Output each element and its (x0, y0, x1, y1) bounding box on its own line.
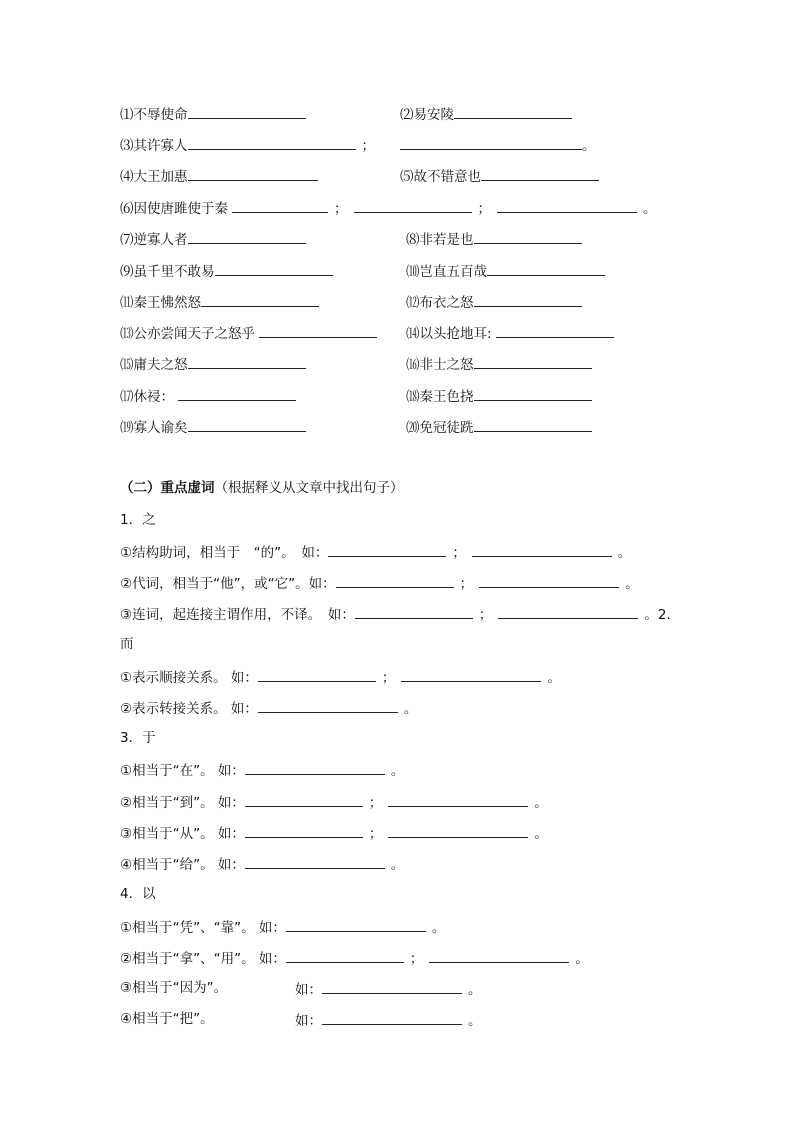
function-item (120, 792, 554, 810)
word-item (120, 198, 663, 216)
section-heading (120, 479, 404, 497)
item-number: ⒃ (406, 357, 420, 373)
item-text: 免冠徒跣 (419, 420, 474, 436)
item-number: ⑺ (120, 232, 134, 248)
word-item (120, 386, 296, 404)
function-item (120, 823, 554, 841)
function-item (120, 542, 637, 560)
answer-blank[interactable] (400, 135, 582, 150)
item-text: 易安陵 (413, 107, 454, 123)
answer-blank[interactable] (322, 979, 462, 994)
separator: ； (368, 826, 383, 842)
item-text: 秦王怫然怒 (133, 295, 201, 311)
item-text: ②相当于“到”。 如： (120, 795, 245, 811)
item-text: 布衣之怒 (419, 295, 474, 311)
end-mark: 。 (468, 982, 482, 998)
end-mark: 。 (625, 576, 639, 592)
item-number: ⒁ (406, 326, 420, 342)
item-text: ③相当于“从”。 如： (120, 826, 245, 842)
answer-blank[interactable] (472, 542, 612, 557)
function-item (120, 917, 451, 935)
end-mark: 。 (575, 951, 589, 967)
item-text: ③连词，起连接主谓作用，不译。 如： (120, 607, 355, 623)
item-text: ①结构助词，相当于 “的”。 如： (120, 545, 329, 561)
answer-blank[interactable] (496, 323, 614, 338)
function-item (120, 1010, 214, 1028)
separator: ； (381, 670, 396, 686)
answer-blank[interactable] (188, 229, 306, 244)
answer-blank[interactable] (498, 604, 638, 619)
item-number: ⑼ (120, 264, 134, 280)
item-text: 休祲： (133, 389, 174, 405)
item-number: ⑾ (120, 295, 134, 311)
separator: ； (478, 607, 493, 623)
word-item (400, 166, 599, 184)
answer-blank[interactable] (454, 104, 572, 119)
item-text: 公亦尝闻天子之怒乎 (133, 326, 255, 342)
end-mark: 。 (617, 545, 632, 561)
answer-blank[interactable] (474, 354, 592, 369)
function-item (120, 667, 567, 685)
word-item (120, 229, 306, 247)
word-item-continued (400, 135, 596, 153)
answer-blank[interactable] (401, 667, 541, 682)
answer-blank[interactable] (355, 604, 473, 619)
answer-blank[interactable] (245, 792, 363, 807)
answer-blank[interactable] (188, 354, 306, 369)
end-mark: 。 (547, 670, 561, 686)
function-item (120, 979, 227, 997)
answer-blank[interactable] (188, 166, 318, 181)
answer-blank[interactable] (245, 760, 385, 775)
answer-blank[interactable] (328, 542, 446, 557)
item-text: ①相当于“凭”、“靠”。 如： (120, 920, 286, 936)
item-number: ⒅ (406, 389, 420, 405)
answer-blank[interactable] (388, 792, 528, 807)
answer-blank[interactable] (215, 261, 333, 276)
item-text: 岂直五百哉 (419, 264, 487, 280)
item-text: 大王加惠 (133, 169, 188, 185)
answer-blank[interactable] (259, 323, 377, 338)
answer-blank[interactable] (481, 166, 599, 181)
answer-blank[interactable] (322, 1010, 462, 1025)
answer-blank[interactable] (258, 667, 376, 682)
answer-blank[interactable] (497, 198, 637, 213)
subsection-title: 4．以 (120, 886, 156, 902)
answer-blank[interactable] (474, 417, 592, 432)
item-text: 因使唐雎使于秦 (133, 201, 228, 217)
item-text: 庸夫之怒 (133, 357, 188, 373)
item-number: ⒂ (120, 357, 134, 373)
answer-blank[interactable] (232, 198, 328, 213)
answer-blank[interactable] (354, 198, 472, 213)
item-text: 以头抢地耳: (419, 326, 492, 342)
item-text: 非士之怒 (419, 357, 474, 373)
item-text: ②相当于“拿”、“用”。 如： (120, 951, 286, 967)
subsection-title: 1．之 (120, 512, 156, 528)
word-item (406, 354, 592, 372)
end-mark: 。 (643, 201, 657, 217)
end-mark: 。2． (644, 607, 680, 623)
item-text: ②代词，相当于“他”，或“它”。如： (120, 576, 336, 592)
item-number: ⑽ (406, 264, 420, 280)
item-number: ⑴ (120, 107, 134, 123)
end-mark: 。 (390, 857, 405, 873)
item-text: ②表示转接关系。 如： (120, 701, 258, 717)
answer-blank[interactable] (336, 573, 454, 588)
separator: ； (368, 795, 383, 811)
example-label: 如： (295, 982, 322, 998)
word-item (120, 354, 306, 372)
item-text: ④相当于“把”。 (120, 1011, 214, 1027)
function-item (120, 760, 410, 778)
item-number: ⑵ (400, 107, 414, 123)
item-text: 寡人谕矣 (133, 420, 188, 436)
item-number: ⑻ (406, 232, 420, 248)
answer-blank[interactable] (429, 948, 569, 963)
subsection-title: 而 (120, 636, 134, 652)
end-mark: 。 (390, 763, 405, 779)
section-heading-note: （根据释义从文章中找出句子） (214, 480, 404, 496)
item-number: ⒄ (120, 389, 134, 405)
separator: ； (477, 201, 491, 217)
function-item (120, 854, 410, 872)
word-item (406, 261, 605, 279)
function-item (120, 698, 423, 716)
item-number: ⑸ (400, 169, 414, 185)
item-number: ⒆ (120, 420, 134, 436)
end-mark: 。 (431, 920, 446, 936)
item-text: 其许寡人 (133, 138, 188, 154)
answer-blank[interactable] (487, 261, 605, 276)
word-item (406, 386, 592, 404)
end-mark: 。 (403, 701, 418, 717)
word-item (120, 323, 377, 341)
item-number: ⒀ (120, 326, 134, 342)
item-text: 非若是也 (419, 232, 474, 248)
answer-blank[interactable] (258, 698, 398, 713)
end-mark: 。 (534, 795, 548, 811)
item-number: ⑶ (120, 138, 134, 154)
word-item (120, 166, 318, 184)
answer-blank[interactable] (188, 135, 356, 150)
word-item (120, 104, 306, 122)
word-item (120, 417, 306, 435)
answer-blank[interactable] (245, 854, 385, 869)
answer-blank[interactable] (201, 292, 319, 307)
answer-blank[interactable] (245, 823, 363, 838)
item-text: ①相当于“在”。 如： (120, 763, 245, 779)
answer-blank[interactable] (286, 917, 426, 932)
separator: ； (334, 201, 348, 217)
item-text: 故不错意也 (413, 169, 481, 185)
answer-blank[interactable] (474, 386, 592, 401)
word-item (406, 323, 614, 341)
item-text: 逆寡人者 (133, 232, 188, 248)
word-item (406, 229, 582, 247)
answer-blank[interactable] (188, 417, 306, 432)
word-item (120, 292, 319, 310)
answer-blank[interactable] (388, 823, 528, 838)
answer-blank[interactable] (474, 229, 582, 244)
function-item (120, 604, 686, 622)
subsection-title: 3．于 (120, 730, 156, 746)
separator: ； (452, 545, 466, 561)
item-number: ⑹ (120, 201, 134, 217)
item-text: 虽千里不敢易 (133, 264, 215, 280)
word-item (400, 104, 572, 122)
function-item (120, 573, 645, 591)
word-item (406, 417, 592, 435)
answer-blank[interactable] (474, 292, 582, 307)
separator: ； (459, 576, 474, 592)
item-text: ①表示顺接关系。 如： (120, 670, 258, 686)
answer-blank[interactable] (178, 386, 296, 401)
answer-blank[interactable] (188, 104, 306, 119)
word-item (406, 292, 582, 310)
section-heading-bold: （二）重点虚词 (120, 480, 215, 496)
function-item-answer (295, 979, 488, 997)
function-item-answer (295, 1010, 488, 1028)
item-text: 秦王色挠 (419, 389, 474, 405)
end-mark: 。 (468, 1013, 482, 1029)
item-number: ⑿ (406, 295, 420, 311)
end-mark: 。 (534, 826, 548, 842)
example-label: 如： (295, 1013, 322, 1029)
word-item (120, 261, 333, 279)
end-mark: 。 (582, 138, 596, 154)
separator: ； (409, 951, 424, 967)
item-text: ④相当于“给”。 如： (120, 857, 245, 873)
item-number: ⒇ (406, 420, 420, 436)
item-text: ③相当于“因为”。 (120, 980, 228, 996)
item-text: 不辱使命 (133, 107, 188, 123)
word-item (120, 135, 381, 153)
answer-blank[interactable] (286, 948, 404, 963)
answer-blank[interactable] (479, 573, 619, 588)
item-number: ⑷ (120, 169, 134, 185)
function-item (120, 948, 595, 966)
separator: ； (361, 138, 375, 154)
